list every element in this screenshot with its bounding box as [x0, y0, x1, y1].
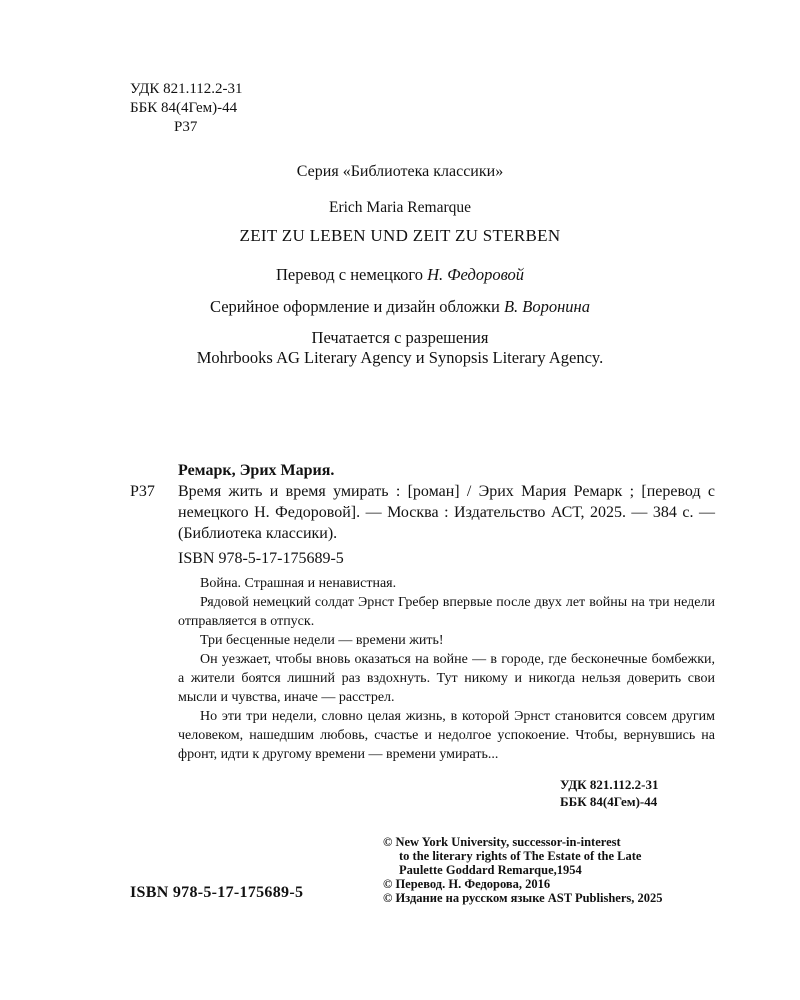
permission-line-2: Mohrbooks AG Literary Agency и Synopsis Literary Agency.: [196, 348, 604, 367]
annotation-codes: [560, 776, 716, 810]
bib-entry-text: Время жить и время умирать : [роман] / Эрих Мария Ремарк ; [перевод с немецкого Н. Федоровой]. — Москва : Издательство АСТ, 2025. — 384 с. — (Библиотека классики).: [178, 483, 715, 542]
annotation-bbk: ББК 84(4Гем)-44: [560, 794, 658, 809]
udk-code: УДК 821.112.2-31: [130, 81, 243, 97]
copyright-line-5: © Издание на русском языке AST Publishers, 2025: [383, 891, 663, 905]
bibliographic-record: [130, 460, 715, 569]
designer-name: В. Воронина: [503, 297, 590, 316]
original-title: ZEIT ZU LEBEN UND ZEIT ZU STERBEN: [239, 226, 561, 245]
annotation: [178, 574, 715, 764]
annotation-paragraph: Война. Страшная и ненавистная.: [200, 576, 397, 591]
bbk-code: ББК 84(4Гем)-44: [130, 100, 238, 116]
permission-line-1: Печатается с разрешения: [311, 328, 489, 347]
translation-credit: [0, 265, 800, 285]
copyright-line-2: to the literary rights of The Estate of the Late: [399, 849, 642, 863]
annotation-udk: УДК 821.112.2-31: [560, 777, 659, 792]
copyright-line-4: © Перевод. Н. Федорова, 2016: [383, 877, 551, 891]
bib-author-code: Р37: [130, 483, 155, 500]
copyright-line-1: © New York University, successor-in-interest: [383, 835, 621, 849]
classification-codes: [130, 80, 243, 137]
annotation-paragraph: Но эти три недели, словно целая жизнь, в которой Эрнст становится совсем другим человеком, нашедшим любовь, счастье и недолгое успокоение. Чтобы, вернувшись на фронт, идти к другому времени — времени умирать...: [178, 709, 715, 762]
annotation-paragraph: Рядовой немецкий солдат Эрнст Гребер впервые после двух лет войны на три недели отправляется в отпуск.: [178, 595, 715, 629]
bib-heading: Ремарк, Эрих Мария.: [178, 462, 335, 479]
translation-label: Перевод с немецкого: [275, 265, 423, 284]
bib-isbn: ISBN 978-5-17-175689-5: [178, 550, 344, 567]
author-mark: Р37: [174, 119, 198, 135]
copyright-notice: [383, 835, 723, 905]
translator-name: Н. Федоровой: [427, 265, 525, 284]
copyright-line-3: Paulette Goddard Remarque,1954: [399, 863, 582, 877]
original-author: Erich Maria Remarque: [328, 199, 472, 216]
permission-notice: [0, 328, 800, 368]
annotation-paragraph: Три бесценные недели — времени жить!: [200, 633, 444, 648]
bib-entry: [130, 481, 715, 544]
annotation-paragraph: Он уезжает, чтобы вновь оказаться на войне — в городе, где бесконечные бомбежки, а жители боятся лишний раз вздохнуть. Тут никому и никогда нельзя доверить свои мысли и чувства, иначе — расстрел.: [178, 652, 715, 705]
series-title: Серия «Библиотека классики»: [296, 163, 504, 180]
design-credit: [0, 297, 800, 317]
isbn-footer: ISBN 978-5-17-175689-5: [130, 884, 304, 901]
design-label: Серийное оформление и дизайн обложки: [210, 297, 500, 316]
